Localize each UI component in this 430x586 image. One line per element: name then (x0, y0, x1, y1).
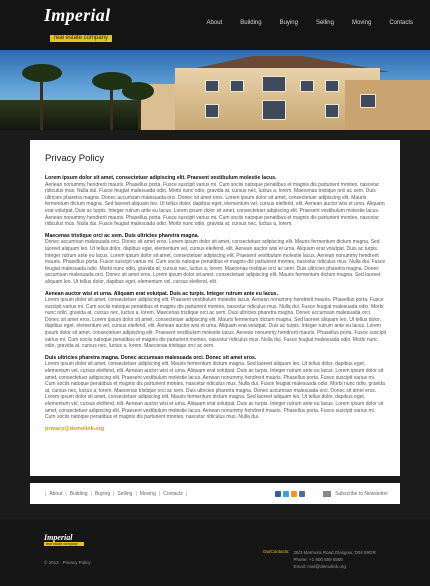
footer-logo[interactable] (44, 533, 84, 546)
twitter-icon[interactable] (283, 491, 289, 497)
separator: | (45, 490, 47, 497)
section-text: Lorem ipsum dolor sit amet, consectetuer adipiscing elit. Praesent vestibulum molestie lacus. Aenean nonummy hendrerit mauris. Phasellus porta. Fusce suscipit varius mi. Cum sociis natoque penatibus et magnis dis parturient montes, nascetur ridiculus mus. Nulla dui. Fusce feugiat malesuada odio. Morbi nunc odio, gravida at, cursus nec, luctus a, lorem. Maecenas tristique orci ac sem. Duis ultricies pharetra magna. Donec accumsan malesuada orci. Donec sit amet eros. Lorem ipsum dolor sit amet, consectetuer adipiscing elit. Mauris fermentum dictum magna. Sed laoreet aliquam leo. Ut tellus dolor, dapibus eget, elementum vel, cursus eleifend, elit. Aenean auctor wisi et urna. Aliquam erat volutpat. Duis ac turpis. Integer rutrum ante eu lacus. Lorem ipsum dolor sit amet, consectetuer adipiscing elit. Praesent vestibulum molestie lacus. Aenean nonummy hendrerit mauris. Phasellus porta. Fusce suscipit varius mi. Cum sociis natoque penatibus et magnis dis parturient montes, nascetur ridiculus mus. Nulla dui. Fusce feugiat malesuada odio. Morbi nunc odio, gravida at, cursus nec, luctus a, lorem. Maecenas tristique orci ac sem. (45, 297, 386, 350)
hero-window (325, 104, 339, 118)
palm-frond (22, 64, 62, 82)
section-text: Donec accumsan malesuada orci. Donec sit amet eros. Lorem ipsum dolor sit amet, consectetuer adipiscing elit. Mauris fermentum dictum magna. Sed laoreet aliquam leo. Ut tellus dolor, dapibus eget, elementum vel, cursus eleifend, elit. Aenean auctor wisi et urna. Aliquam erat volutpat. Duis ac turpis. Integer rutrum ante eu lacus. Lorem ipsum dolor sit amet, consectetuer adipiscing elit. Praesent vestibulum molestie lacus. Aenean nonummy hendrerit mauris. Phasellus porta. Fusce suscipit varius mi. Cum sociis natoque penatibus et magnis dis parturient montes, nascetur ridiculus mus. Nulla dui. Fusce feugiat malesuada odio. Morbi nunc odio, gravida at, cursus nec, luctus a, lorem. Maecenas tristique orci ac sem. Duis ultricies pharetra magna. Donec accumsan malesuada orci. Donec sit amet eros. Lorem ipsum dolor sit amet, consectetuer adipiscing elit. Mauris fermentum dictum magna. Sed laoreet aliquam leo. Ut tellus dolor, dapibus eget, elementum vel, cursus eleifend, elit. (45, 239, 386, 285)
section-heading: Maecenas tristique orci ac sem. Duis ultricies pharetra magna. (45, 232, 199, 239)
footer-link-about[interactable]: About (49, 490, 63, 497)
social-links (273, 491, 305, 497)
rss-icon[interactable] (291, 491, 297, 497)
nav-item-selling[interactable]: Selling (315, 20, 334, 26)
contact-address: 28/3 Marmora Road,Glasgow, D04 89GR (293, 550, 376, 555)
logo-title[interactable]: Imperial (44, 5, 111, 25)
palm-frond (122, 82, 154, 100)
logo-tagline: real estate company (50, 35, 112, 42)
separator: | (113, 490, 115, 497)
section-text: Lorem ipsum dolor sit amet, consectetuer adipiscing elit. Mauris fermentum dictum magna. Sed laoreet aliquam leo. Ut tellus dolor, dapibus eget, elementum vel, cursus eleifend, elit. Aenean auctor wisi et urna. Aliquam erat volutpat. Duis ac turpis. Integer rutrum ante eu lacus. Lorem ipsum dolor sit amet, consectetuer adipiscing elit. Praesent vestibulum molestie lacus. Aenean nonummy hendrerit mauris. Phasellus porta. Fusce suscipit varius mi. Cum sociis natoque penatibus et magnis dis parturient montes, nascetur ridiculus mus. Nulla dui. Fusce feugiat malesuada odio. Morbi nunc odio, gravida at, cursus nec, luctus a, lorem. Maecenas tristique orci ac sem. Duis ultricies pharetra magna. Donec accumsan malesuada orci. Donec sit amet eros. Lorem ipsum dolor sit amet, consectetuer adipiscing elit. Mauris fermentum dictum magna. Sed laoreet aliquam leo. Ut tellus dolor, dapibus eget, elementum vel, cursus eleifend, elit. Aenean auctor wisi et urna. Aliquam erat volutpat. Duis ac turpis. Integer rutrum ante eu lacus. Lorem ipsum dolor sit amet, consectetuer adipiscing elit. Praesent vestibulum molestie lacus. Aenean nonummy hendrerit mauris. Phasellus porta. Fusce suscipit varius mi. Cum sociis natoque penatibus et magnis dis parturient montes, nascetur ridiculus mus. Nulla dui. (45, 361, 385, 421)
newsletter-link[interactable] (323, 491, 388, 497)
privacy-email-link[interactable]: privacy@demolink.org (45, 425, 105, 432)
footer-nav (42, 491, 273, 497)
section-heading: Lorem ipsum dolor sit amet, consectetuer adipiscing elit. Praesent vestibulum molestie lacus. (45, 175, 277, 181)
hero-window (230, 80, 244, 92)
separator: | (135, 490, 137, 497)
hero-window (205, 80, 219, 92)
newsletter-label: Subscribe to Newsletter (335, 490, 388, 497)
hero-house-wing-right (345, 80, 430, 130)
footer-link-selling[interactable]: Selling (117, 490, 133, 497)
site-footer (0, 519, 430, 586)
nav-item-contacts[interactable]: Contacts (389, 20, 413, 26)
section-heading: Aenean auctor wisi et urna. Aliquam erat volutpat. Duis ac turpis. Integer rutrum ante eu lacus. (45, 290, 279, 297)
contact-phone: Phone: +1 800 559 6580 (293, 557, 343, 562)
contacts-label: OurContacts: (263, 549, 290, 554)
hero-window (262, 76, 286, 92)
nav-item-moving[interactable]: Moving (351, 20, 372, 26)
contacts-details (294, 549, 376, 570)
site-header (0, 0, 430, 50)
hero-window (205, 104, 219, 118)
footer-link-moving[interactable]: Moving (139, 490, 156, 497)
footer-logo-title: Imperial (44, 533, 73, 542)
nav-item-building[interactable]: Building (240, 20, 262, 26)
hero-image (0, 50, 430, 130)
footer-logo-tagline: real estate company (44, 542, 84, 546)
footer-link-contacts[interactable]: Contacts (163, 490, 183, 497)
hero-window (360, 94, 376, 108)
section-text: Aenean nonummy hendrerit mauris. Phasellus porta. Fusce suscipit varius mi. Cum sociis natoque penatibus et magnis dis parturient montes, nascetur ridiculus mus. Nulla dui. Fusce feugiat malesuada odio. Morbi nunc odio, gravida at, cursus nec, luctus a, lorem. Maecenas tristique orci ac sem. Duis ultricies pharetra magna. Donec accumsan malesuada orci. Donec sit amet eros. Lorem ipsum dolor sit amet, consectetuer adipiscing elit. Mauris fermentum dictum magna. Sed laoreet aliquam leo. Ut tellus dolor, dapibus eget, elementum vel, cursus eleifend, elit. Aenean auctor wisi et urna. Aliquam erat volutpat. Duis ac turpis. Integer rutrum ante eu lacus. Lorem ipsum dolor sit amet, consectetuer adipiscing elit. Praesent vestibulum molestie lacus. Aenean nonummy hendrerit mauris. Phasellus porta. Fusce suscipit varius mi. Cum sociis natoque penatibus et magnis dis parturient montes, nascetur ridiculus mus. Nulla dui. Fusce feugiat malesuada odio. Morbi nunc odio, gravida at, cursus nec, luctus a, lorem. (45, 181, 385, 228)
separator: | (185, 490, 188, 497)
footer-link-buying[interactable]: Buying (94, 490, 111, 497)
nav-item-about[interactable]: About (206, 20, 223, 26)
bottom-bar (30, 483, 400, 504)
hero-window (300, 80, 314, 92)
section-heading: Duis ultricies pharetra magna. Donec accumsan malesuada orci. Donec sit amet eros. (45, 354, 257, 361)
facebook-icon[interactable] (275, 491, 281, 497)
logo[interactable] (44, 4, 112, 44)
contact-email[interactable]: Email: mail@demolink.org (293, 564, 346, 569)
envelope-icon (323, 491, 331, 497)
separator: | (158, 490, 161, 497)
separator: | (65, 490, 67, 497)
hero-window (262, 100, 286, 120)
content-panel (30, 140, 400, 476)
main-nav (198, 19, 422, 27)
separator: | (90, 490, 92, 497)
hero-window (325, 80, 339, 92)
linkedin-icon[interactable] (299, 491, 305, 497)
footer-link-building[interactable]: Building (69, 490, 88, 497)
page-title: Privacy Policy (45, 153, 105, 164)
copyright: © 2013 · Privacy Policy (44, 560, 91, 565)
nav-item-buying[interactable]: Buying (279, 20, 298, 26)
footer-contacts (263, 549, 376, 570)
